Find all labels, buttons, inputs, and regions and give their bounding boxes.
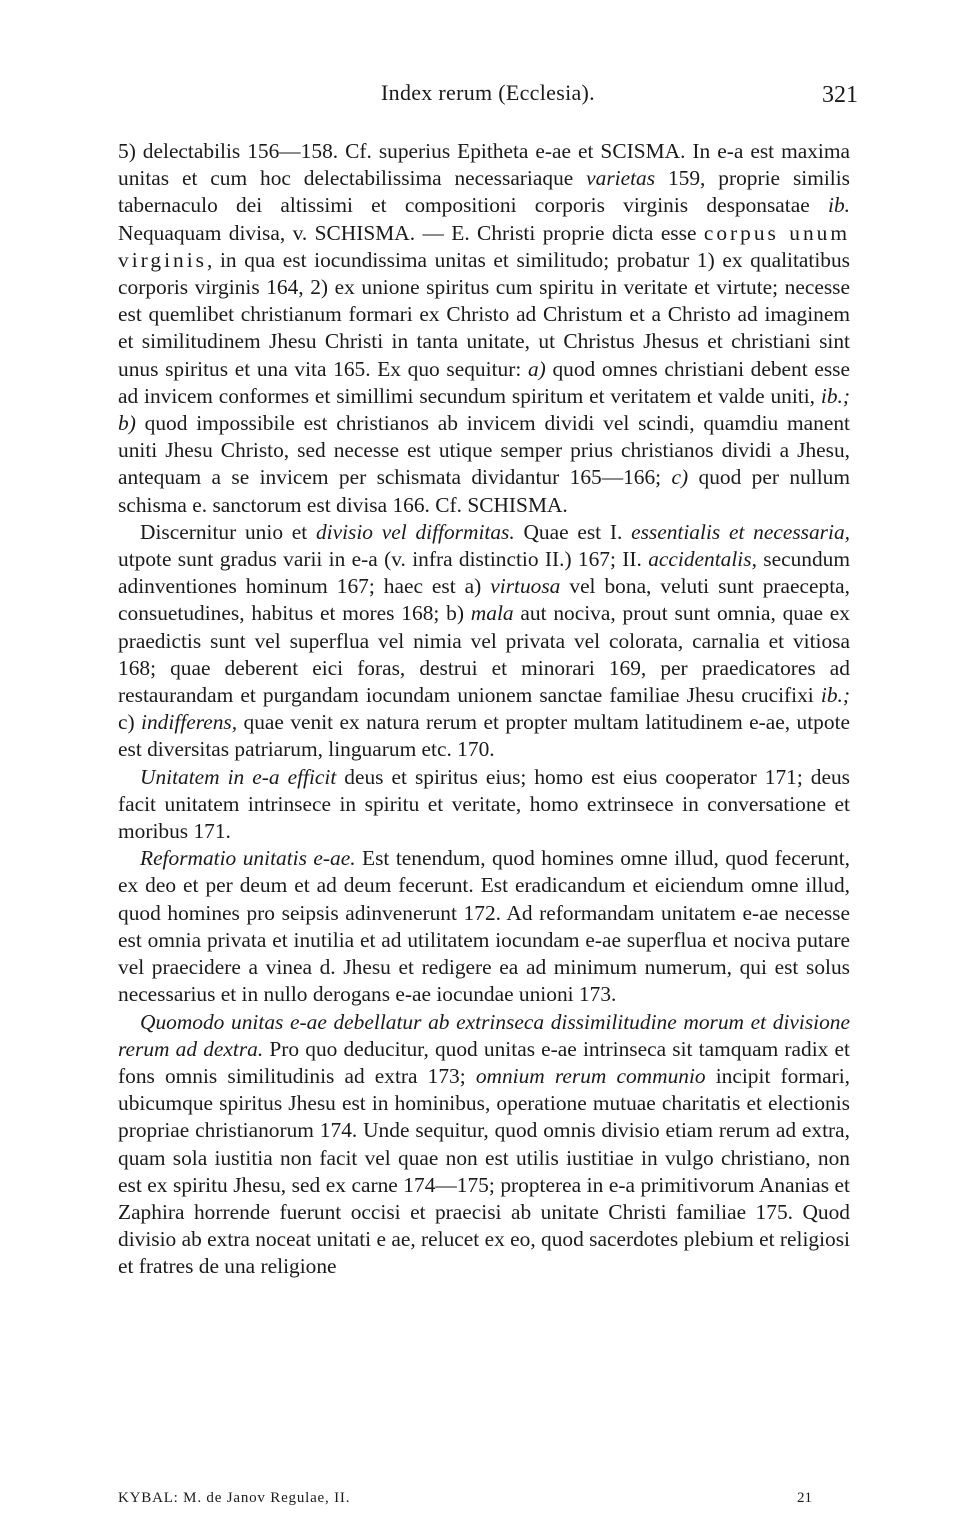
running-title: Index rerum (Ecclesia). [381, 80, 595, 105]
spaced-run: corpus unum virginis [118, 220, 850, 272]
text-run: quod impossibile est christianos ab invicem dividi vel scindi, quamdiu manent uniti Jhesu Christo, sed necesse est utique semper prius christianos dividi a Jhesu, antequam a se invicem per schismata dividantur 165—166; [118, 411, 850, 490]
italic-run: mala [470, 601, 514, 626]
italic-run: virtuosa [490, 574, 561, 599]
text-run: c) [118, 710, 142, 735]
italic-run: accidentalis, [648, 547, 757, 572]
footer-signature: KYBAL: M. de Janov Regulae, II. [118, 1490, 351, 1506]
text-run: incipit formari, ubicumque spiritus Jhesu est in hominibus, operatione mutuae charitatis et electionis propriae christianorum 174. Unde sequitur, quod omnis divisio etiam rerum ad extra, quam sola iustitia non facit vel quae non est utilis iustitiae in vulgo christiano, non est ex spiritu Jhesu, sed ex carne 174—175; propterea in e-a primitivorum Ananias et Zaphira horrende fuerunt occisi et praecisi ab unitate Christi familiae 175. Quod divisio ab extra noceat unitati e ae, relucet ex eo, quod sacerdotes plebium et religiosi et fratres de una religione [118, 1063, 850, 1279]
sheet-number: 21 [797, 1490, 812, 1506]
text-run: vel bona, veluti sunt praecepta, consuetudines, habitus et mores 168; b) [118, 574, 850, 626]
text-run: Pro quo deducitur, quod unitas e-ae intrinseca sit tamquam radix et fons omnis similitudinis ad extra 173; [118, 1036, 850, 1088]
paragraph-3 [118, 764, 850, 846]
text-run: quod per nullum schisma e. sanctorum est divisa 166. Cf. SCHISMA. [118, 465, 850, 517]
paragraph-1 [118, 138, 850, 519]
italic-run: ib.; [820, 683, 850, 708]
italic-run: ib.; b) [118, 383, 850, 436]
text-run: Nequaquam divisa, v. SCHISMA. — E. Christi proprie dicta esse [118, 220, 704, 245]
text-run: 5) delectabilis 156—158. Cf. superius Epitheta e-ae et SCISMA. In e-a est maxima unitas et cum hoc delectabilissima necessariaque [118, 139, 850, 191]
italic-run: ib. [828, 193, 850, 218]
text-run: Est tenendum, quod homines omne illud, quod fecerunt, ex deo et per deum et ad deum fecerunt. Est eradicandum et eiciendum omne illud, quod homines pro seipsis adinvenerunt 172. Ad reformandam unitatem e-ae necesse est omnia privata et inutilia et ad utilitatem iocundam e-ae superflua et nociva putare vel praecidere a vinea d. Jhesu et redigere ea ad minimum numerum, qui est solus necessarius et in nullo derogans e-ae iocundae unioni 173. [118, 846, 851, 1007]
paragraph-4 [118, 845, 850, 1008]
text-run: quod omnes christiani debent esse ad invicem conformes et simillimi secundum spiritum et veritatem et valde uniti, [118, 356, 850, 408]
text-run: Quae est I. [514, 519, 632, 544]
italic-run: indifferens, [141, 710, 238, 735]
page-number: 321 [822, 82, 858, 108]
italic-run: essentialis et necessaria, [631, 519, 850, 544]
italic-run: Unitatem in e-a efficit [140, 764, 337, 789]
paragraph-5 [118, 1009, 850, 1281]
italic-run: divisio vel difformitas. [315, 519, 515, 544]
text-run: deus et spiritus eius; homo est eius cooperator 171; deus facit unitatem intrinsece in spiritu et veritate, homo extrinsece in conversatione et moribus 171. [118, 764, 850, 844]
italic-run: Quomodo unitas e-ae debellatur ab extrinseca dissimilitudine morum et divisione rerum ad dextra. [118, 1009, 850, 1061]
running-header [118, 72, 858, 112]
page-footer [118, 1490, 858, 1514]
text-run: quae venit ex natura rerum et propter multam latitudinem e-ae, utpote est diversitas patriarum, linguarum etc. 170. [118, 710, 851, 762]
index-body [118, 138, 850, 1281]
italic-run: a) [527, 356, 546, 381]
text-run: utpote sunt gradus varii in e-a (v. infra distinctio II.) 167; II. [118, 547, 649, 572]
paragraph-2 [118, 519, 850, 764]
italic-run: c) [671, 465, 689, 490]
italic-run: omnium rerum communio [475, 1063, 706, 1088]
italic-run: varietas [586, 166, 656, 191]
text-run: secundum adinventiones hominum 167; haec est a) [118, 547, 850, 599]
text-run: Discernitur unio et [140, 519, 316, 544]
text-run: 159, proprie similis tabernaculo dei altissimi et compositioni corporis virginis desponsatae [118, 166, 851, 218]
text-run: aut nociva, prout sunt omnia, quae ex praedictis sunt vel superflua vel nimia vel privata vel colorata, carnalia et vitiosa 168; quae deberent eici foras, destrui et minorari 169, per praedicatores ad restaurandam et purgandam iocundam unionem sanctae familiae Jhesu crucifixi [118, 601, 850, 708]
italic-run: Reformatio unitatis e-ae. [140, 846, 356, 871]
text-run: , in qua est iocundissima unitas et similitudo; probatur 1) ex qualitatibus corporis virginis 164, 2) ex unione spiritus cum spiritu in veritate et virtute; necesse est quemlibet christianum formari ex Christo ad Christum et a Christo ad imaginem et similitudinem Jhesu Christi in tanta unitate, ut Christus Jhesus et christiani sint unus spiritus et una vita 165. Ex quo sequitur: [118, 247, 850, 381]
